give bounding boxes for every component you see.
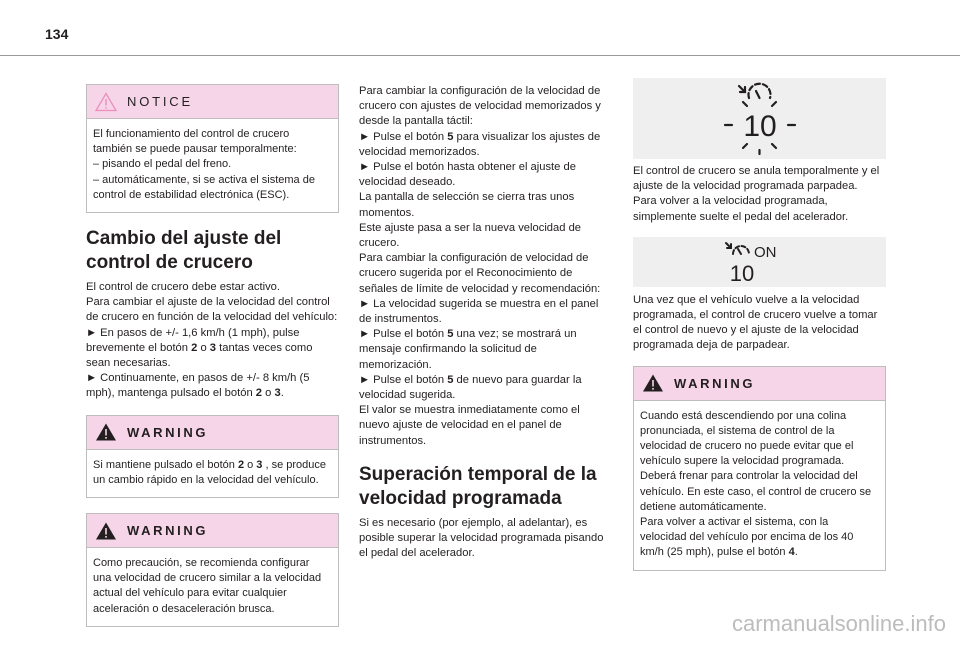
warning-body <box>87 548 338 626</box>
warning-text: Si mantiene pulsado el botón 2 o 3 , se produce un cambio rápido en la velocidad del vehículo. <box>93 458 327 486</box>
display-speed-value: 10 <box>729 260 754 285</box>
warning-header <box>634 367 885 401</box>
paragraph: La pantalla de selección se cierra tras unos momentos. <box>359 191 575 219</box>
paragraph: Para volver a la velocidad programada, simplemente suelte el pedal del acelerador. <box>633 195 849 223</box>
warning-body <box>634 401 885 570</box>
step-long-press: ► Continuamente, en pasos de +/- 8 km/h (5 mph), mantenga pulsado el botón 2 o 3. <box>86 372 310 400</box>
page-number: 134 <box>45 26 69 42</box>
paragraph: El control de crucero debe estar activo. <box>86 281 281 294</box>
step: ► La velocidad sugerida se muestra en el panel de instrumentos. <box>359 297 599 326</box>
step: ► Pulse el botón hasta obtener el ajuste de velocidad deseado. <box>359 161 576 189</box>
warning-title: WARNING <box>674 375 756 391</box>
top-rule <box>0 55 960 56</box>
notice-body <box>87 119 338 212</box>
warning-box-1 <box>86 415 339 498</box>
paragraph: El control de crucero se anula temporalmente y el ajuste de la velocidad programada parpadea. <box>633 165 880 193</box>
paragraph: Para cambiar la configuración de la velocidad de crucero con ajustes de velocidad memorizados y desde la pantalla táctil: <box>359 85 601 128</box>
notice-line: – automáticamente, si se activa el sistema de control de estabilidad electrónica (ESC). <box>93 173 315 201</box>
warning-text: Deberá frenar para controlar la velocidad del vehículo. En este caso, el control de crucero se detiene automáticamente. <box>640 470 872 513</box>
warning-text: Cuando está descendiendo por una colina pronunciada, el sistema de control de la velocidad de crucero no puede evitar que el vehículo supere la velocidad programada. <box>640 409 854 468</box>
step: ► Pulse el botón 5 para visualizar los ajustes de velocidad memorizados. <box>359 130 601 158</box>
warning-header <box>87 416 338 450</box>
paragraph: El valor se muestra inmediatamente como el nuevo ajuste de velocidad en el panel de instrumentos. <box>359 404 580 447</box>
column-2 <box>359 84 612 561</box>
warning-text: Como precaución, se recomienda configurar una velocidad de crucero similar a la velocidad actual del vehículo para evitar cualquier aceleración o desaceleración brusca. <box>93 557 322 615</box>
paragraph: Si es necesario (por ejemplo, al adelantar), es posible superar la velocidad programada pisando el pedal del acelerador. <box>359 516 604 560</box>
notice-line: El funcionamiento del control de crucero también se puede pausar temporalmente: <box>93 128 297 156</box>
warning-triangle-icon <box>95 422 117 442</box>
warning-box-3 <box>633 366 886 571</box>
watermark: carmanualsonline.info <box>731 611 946 636</box>
warning-triangle-icon <box>642 373 664 393</box>
paragraph: Para cambiar el ajuste de la velocidad del control de crucero en función de la velocidad del vehículo: <box>86 296 338 324</box>
cruise-control-speedometer-icon <box>710 80 810 158</box>
section-heading-temporary-exceed: Superación temporal de la velocidad programada <box>359 463 597 509</box>
warning-box-2 <box>86 513 339 627</box>
display-illustration-flashing <box>633 78 886 159</box>
warning-header <box>87 514 338 548</box>
step: ► Pulse el botón 5 una vez; se mostrará un mensaje confirmando la solicitud de memorización. <box>359 328 577 371</box>
memorized-speeds-text <box>359 84 612 449</box>
display-speed-value: 10 <box>742 109 777 143</box>
notice-box <box>86 84 339 213</box>
warning-title: WARNING <box>127 522 209 538</box>
display-on-label: ON <box>753 243 776 261</box>
cruise-control-on-icon <box>720 239 800 285</box>
warning-triangle-icon <box>95 521 117 541</box>
notice-title: NOTICE <box>127 93 193 109</box>
column-3 <box>633 78 886 571</box>
step-short-press: ► En pasos de +/- 1,6 km/h (1 mph), pulse brevemente el botón 2 o 3 tantas veces como sean necesarias. <box>86 326 313 370</box>
change-setting-text <box>86 280 339 402</box>
paragraph: Una vez que el vehículo vuelve a la velocidad programada, el control de crucero vuelve a tomar el control de nuevo y el ajuste de la velocidad programada deja de parpadear. <box>633 293 878 352</box>
warning-title: WARNING <box>127 424 209 440</box>
section-heading-change-setting: Cambio del ajuste del control de crucero <box>86 228 282 274</box>
paragraph: Para cambiar la configuración de velocidad de crucero sugerida por el Reconocimiento de señales de límite de velocidad y recomendación: <box>359 252 601 295</box>
paragraph: Este ajuste pasa a ser la nueva velocidad de crucero. <box>359 221 582 250</box>
resume-text <box>633 293 886 354</box>
display-illustration-on <box>633 237 886 287</box>
temporary-exceed-text <box>359 516 612 562</box>
notice-line: – pisando el pedal del freno. <box>93 158 232 171</box>
warning-body <box>87 450 338 497</box>
column-1 <box>86 84 339 627</box>
warning-triangle-outline-icon <box>95 92 117 112</box>
step: ► Pulse el botón 5 de nuevo para guardar la velocidad sugerida. <box>359 373 582 402</box>
notice-header <box>87 85 338 119</box>
override-text <box>633 164 886 225</box>
warning-text: Para volver a activar el sistema, con la velocidad del vehículo por encima de los 40 km/h (25 mph), pulse el botón 4. <box>640 516 854 559</box>
